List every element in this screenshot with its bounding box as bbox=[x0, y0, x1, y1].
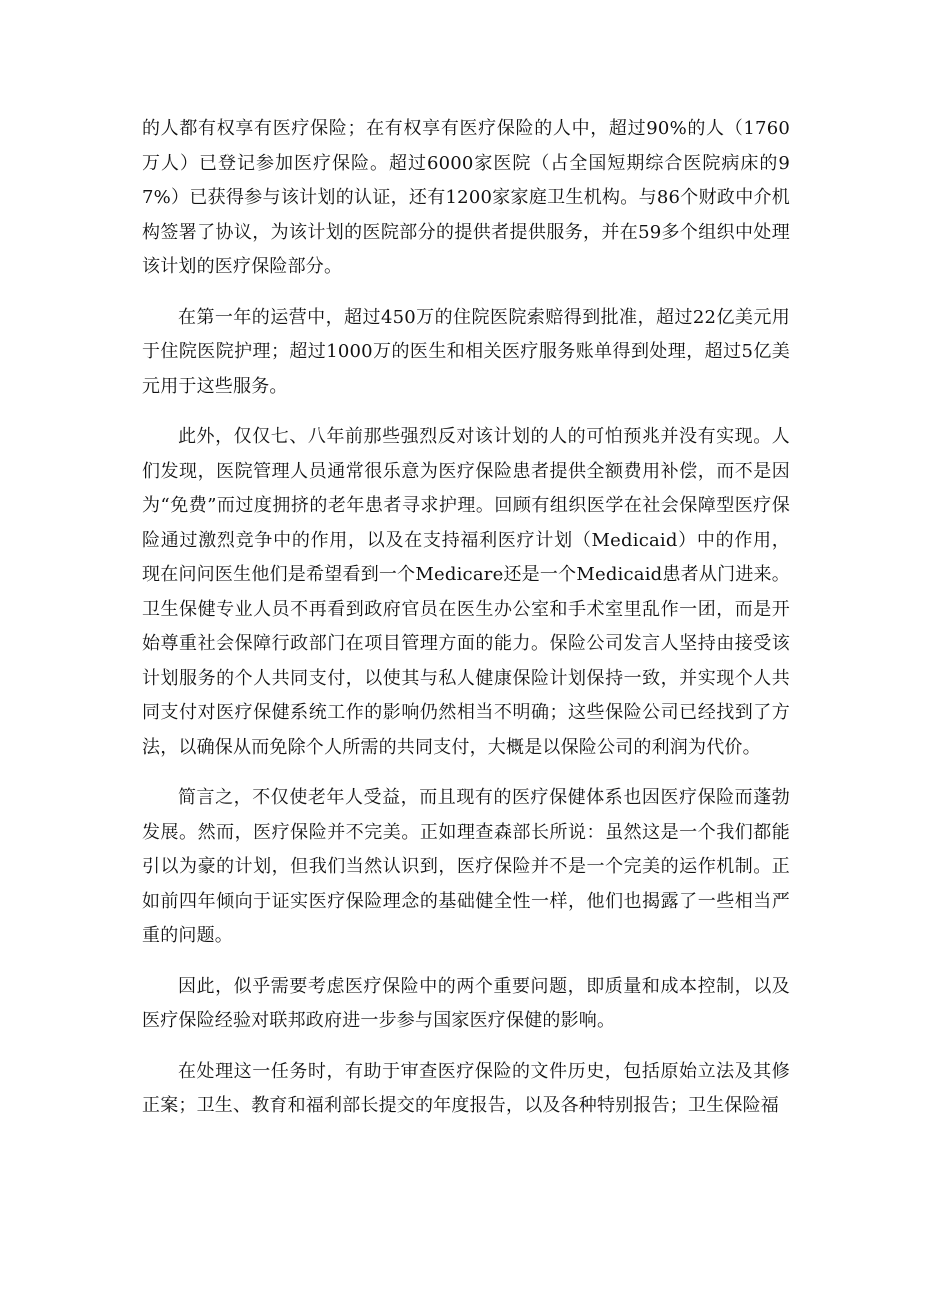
paragraph-4: 简言之，不仅使老年人受益，而且现有的医疗保健体系也因医疗保险而蓬勃发展。然而，医疗保险并不完美。正如理查森部长所说：虽然这是一个我们都能引以为豪的计划，但我们当然认识到，医疗保险并不是一个完美的运作机制。正如前四年倾向于证实医疗保险理念的基础健全性一样，他们也揭露了一些相当严重的问题。 bbox=[142, 787, 790, 946]
document-body bbox=[142, 112, 790, 1140]
paragraph-2: 在第一年的运营中，超过450万的住院医院索赔得到批准，超过22亿美元用于住院医院护理；超过1000万的医生和相关医疗服务账单得到处理，超过5亿美元用于这些服务。 bbox=[142, 306, 790, 397]
paragraph-6: 在处理这一任务时，有助于审查医疗保险的文件历史，包括原始立法及其修正案；卫生、教育和福利部长提交的年度报告，以及各种特别报告；卫生保险福 bbox=[142, 1060, 790, 1116]
paragraph-3: 此外，仅仅七、八年前那些强烈反对该计划的人的可怕预兆并没有实现。人们发现，医院管理人员通常很乐意为医疗保险患者提供全额费用补偿，而不是因为“免费”而过度拥挤的老年患者寻求护理。回顾有组织医学在社会保障型医疗保险通过激烈竞争中的作用，以及在支持福利医疗计划（Medicaid）中的作用，现在问问医生他们是希望看到一个Medicare还是一个Medicaid患者从门进来。卫生保健专业人员不再看到政府官员在医生办公室和手术室里乱作一团，而是开始尊重社会保障行政部门在项目管理方面的能力。保险公司发言人坚持由接受该计划服务的个人共同支付，以使其与私人健康保险计划保持一致，并实现个人共同支付对医疗保健系统工作的影响仍然相当不明确；这些保险公司已经找到了方法，以确保从而免除个人所需的共同支付，大概是以保险公司的利润为代价。 bbox=[142, 426, 790, 758]
paragraph-1: 的人都有权享有医疗保险；在有权享有医疗保险的人中，超过90%的人（1760万人）已登记参加医疗保险。超过6000家医院（占全国短期综合医院病床的97%）已获得参与该计划的认证，还有1200家家庭卫生机构。与86个财政中介机构签署了协议，为该计划的医院部分的提供者提供服务，并在59多个组织中处理该计划的医疗保险部分。 bbox=[142, 118, 790, 277]
paragraph-5: 因此，似乎需要考虑医疗保险中的两个重要问题，即质量和成本控制，以及医疗保险经验对联邦政府进一步参与国家医疗保健的影响。 bbox=[142, 975, 790, 1031]
